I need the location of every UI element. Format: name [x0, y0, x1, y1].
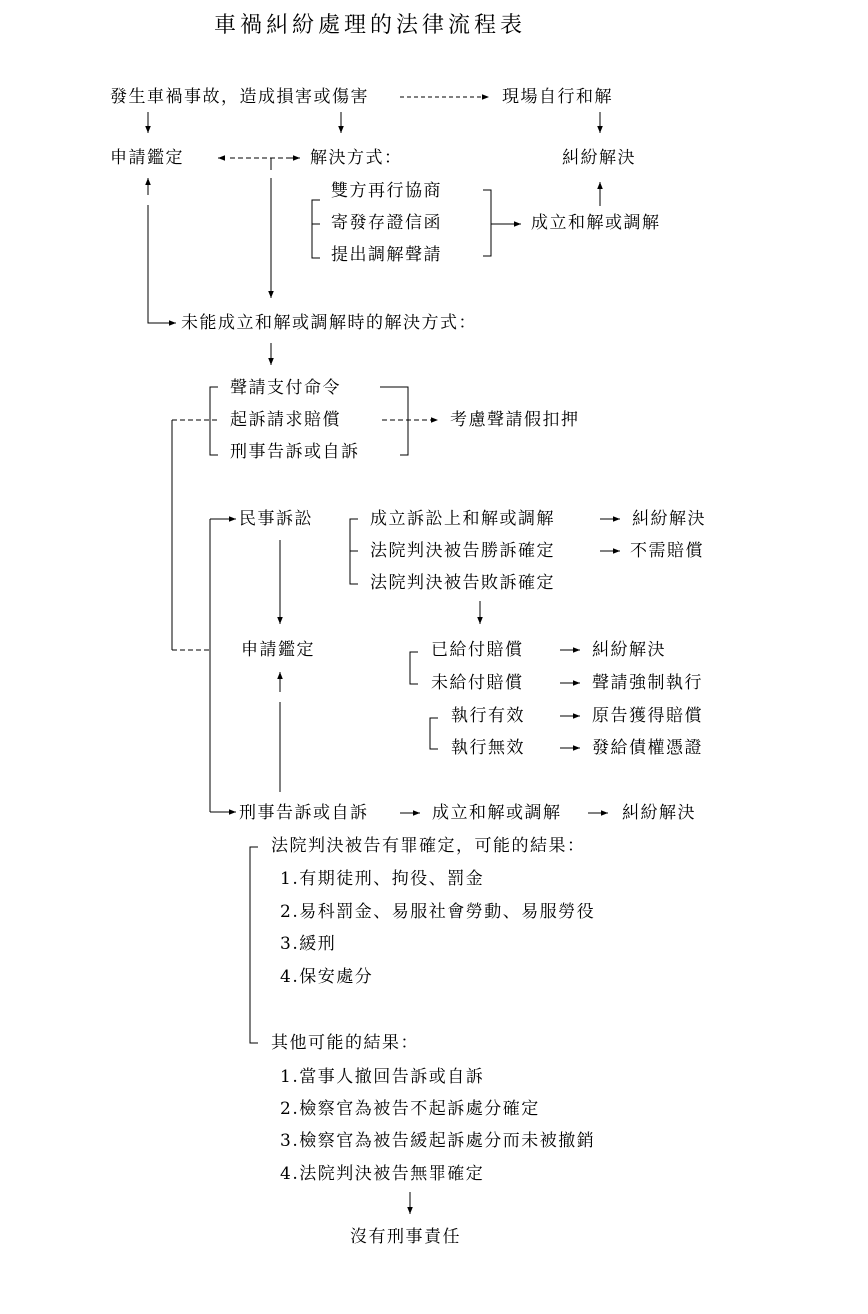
node-enf-effective: 執行有效	[451, 706, 525, 726]
node-no-compensation: 不需賠償	[630, 541, 704, 561]
node-enf-ineffective: 執行無效	[451, 738, 525, 758]
node-guilty: 法院判決被告有罪確定，可能的結果：	[271, 836, 586, 856]
node-plaintiff-lose: 法院判決被告勝訴確定	[370, 541, 555, 561]
node-dispute-resolved-top: 糾紛解決	[562, 148, 636, 168]
node-paid: 已給付賠償	[431, 640, 524, 660]
page-title: 車禍糾紛處理的法律流程表	[214, 13, 527, 38]
guilty-outcome-2: 2.易科罰金、易服社會勞動、易服勞役	[280, 902, 596, 922]
option-payment-order: 聲請支付命令	[230, 378, 341, 398]
guilty-outcome-4: 4.保安處分	[280, 967, 374, 987]
node-debt-certificate: 發給債權憑證	[592, 738, 703, 758]
node-unpaid: 未給付賠償	[431, 673, 524, 693]
node-attachment: 考慮聲請假扣押	[450, 410, 580, 430]
other-outcome-2: 2.檢察官為被告不起訴處分確定	[280, 1099, 540, 1119]
option-mediation: 提出調解聲請	[331, 245, 442, 265]
node-resolved-a: 糾紛解決	[632, 509, 706, 529]
node-settle-onsite: 現場自行和解	[502, 87, 613, 107]
node-compensated: 原告獲得賠償	[592, 706, 703, 726]
node-other-results: 其他可能的結果：	[271, 1033, 419, 1053]
node-criminal-settle: 成立和解或調解	[432, 803, 562, 823]
node-appraisal-mid: 申請鑑定	[241, 640, 315, 660]
node-settled: 成立和解或調解	[531, 213, 661, 233]
node-unresolved-methods: 未能成立和解或調解時的解決方式：	[181, 313, 477, 333]
node-final: 沒有刑事責任	[350, 1227, 461, 1247]
node-resolved-b: 糾紛解決	[592, 640, 666, 660]
arrow-to-unresolved	[148, 300, 176, 323]
other-outcome-3: 3.檢察官為被告緩起訴處分而未被撤銷	[280, 1131, 596, 1151]
guilty-outcome-3: 3.緩刑	[280, 934, 337, 954]
node-criminal-bottom: 刑事告訴或自訴	[239, 803, 369, 823]
node-plaintiff-win: 法院判決被告敗訴確定	[370, 573, 555, 593]
node-appraisal-top: 申請鑑定	[110, 148, 184, 168]
node-court-settle: 成立訴訟上和解或調解	[370, 509, 555, 529]
node-enforcement: 聲請強制執行	[592, 673, 703, 693]
option-civil-claim: 起訴請求賠償	[230, 410, 341, 430]
other-outcome-4: 4.法院判決被告無罪確定	[280, 1164, 485, 1184]
option-letter: 寄發存證信函	[331, 213, 442, 233]
node-accident: 發生車禍事故，造成損害或傷害	[110, 87, 369, 107]
option-negotiate: 雙方再行協商	[331, 181, 442, 201]
node-solutions: 解決方式：	[310, 148, 403, 168]
guilty-outcome-1: 1.有期徒刑、拘役、罰金	[280, 869, 485, 889]
node-resolved-c: 糾紛解決	[622, 803, 696, 823]
node-civil-suit: 民事訴訟	[239, 509, 313, 529]
option-criminal-top: 刑事告訴或自訴	[230, 442, 360, 462]
other-outcome-1: 1.當事人撤回告訴或自訴	[280, 1067, 485, 1087]
